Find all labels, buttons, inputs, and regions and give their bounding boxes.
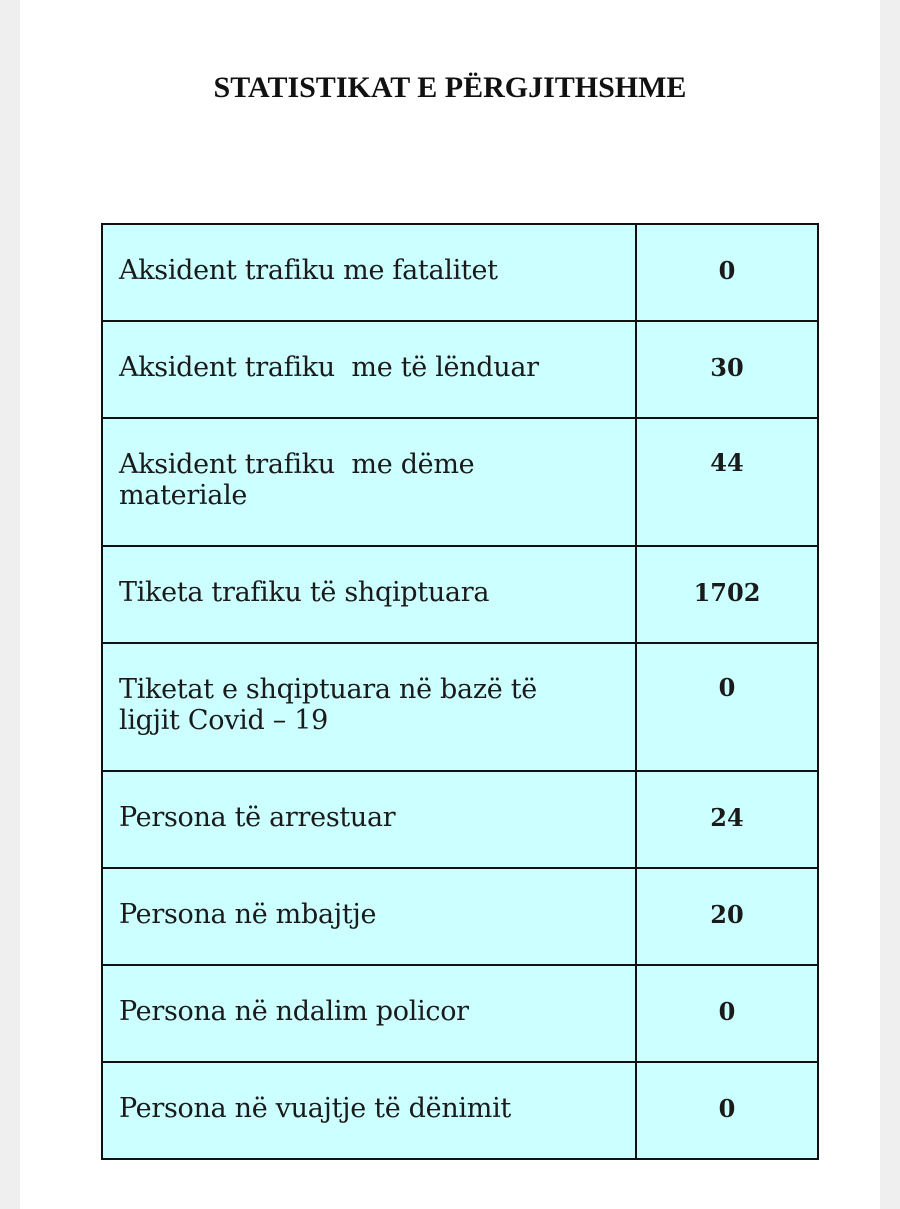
row-value: 30 xyxy=(636,321,818,418)
table-row xyxy=(102,868,818,965)
row-value: 0 xyxy=(636,1062,818,1159)
table-row xyxy=(102,771,818,868)
table-row xyxy=(102,546,818,643)
row-value: 24 xyxy=(636,771,818,868)
document-page xyxy=(20,0,880,1209)
table-row xyxy=(102,321,818,418)
row-value: 0 xyxy=(636,224,818,321)
row-label: Aksident trafiku me fatalitet xyxy=(102,224,636,321)
table-row xyxy=(102,965,818,1062)
row-label: Persona në vuajtje të dënimit xyxy=(102,1062,636,1159)
page-title: STATISTIKAT E PËRGJITHSHME xyxy=(213,71,687,104)
row-label: Persona në ndalim policor xyxy=(102,965,636,1062)
row-value: 0 xyxy=(636,965,818,1062)
table-row xyxy=(102,224,818,321)
row-label: Aksident trafiku me të lënduar xyxy=(102,321,636,418)
statistics-table xyxy=(101,223,819,1160)
row-value: 0 xyxy=(636,643,818,771)
row-label: Persona në mbajtje xyxy=(102,868,636,965)
row-label: Aksident trafiku me dëme materiale xyxy=(102,418,636,546)
table-row xyxy=(102,418,818,546)
row-value: 20 xyxy=(636,868,818,965)
row-label: Persona të arrestuar xyxy=(102,771,636,868)
table-row xyxy=(102,1062,818,1159)
row-label: Tiketa trafiku të shqiptuara xyxy=(102,546,636,643)
row-value: 1702 xyxy=(636,546,818,643)
table-row xyxy=(102,643,818,771)
row-label: Tiketat e shqiptuara në bazë të ligjit Covid – 19 xyxy=(102,643,636,771)
row-value: 44 xyxy=(636,418,818,546)
